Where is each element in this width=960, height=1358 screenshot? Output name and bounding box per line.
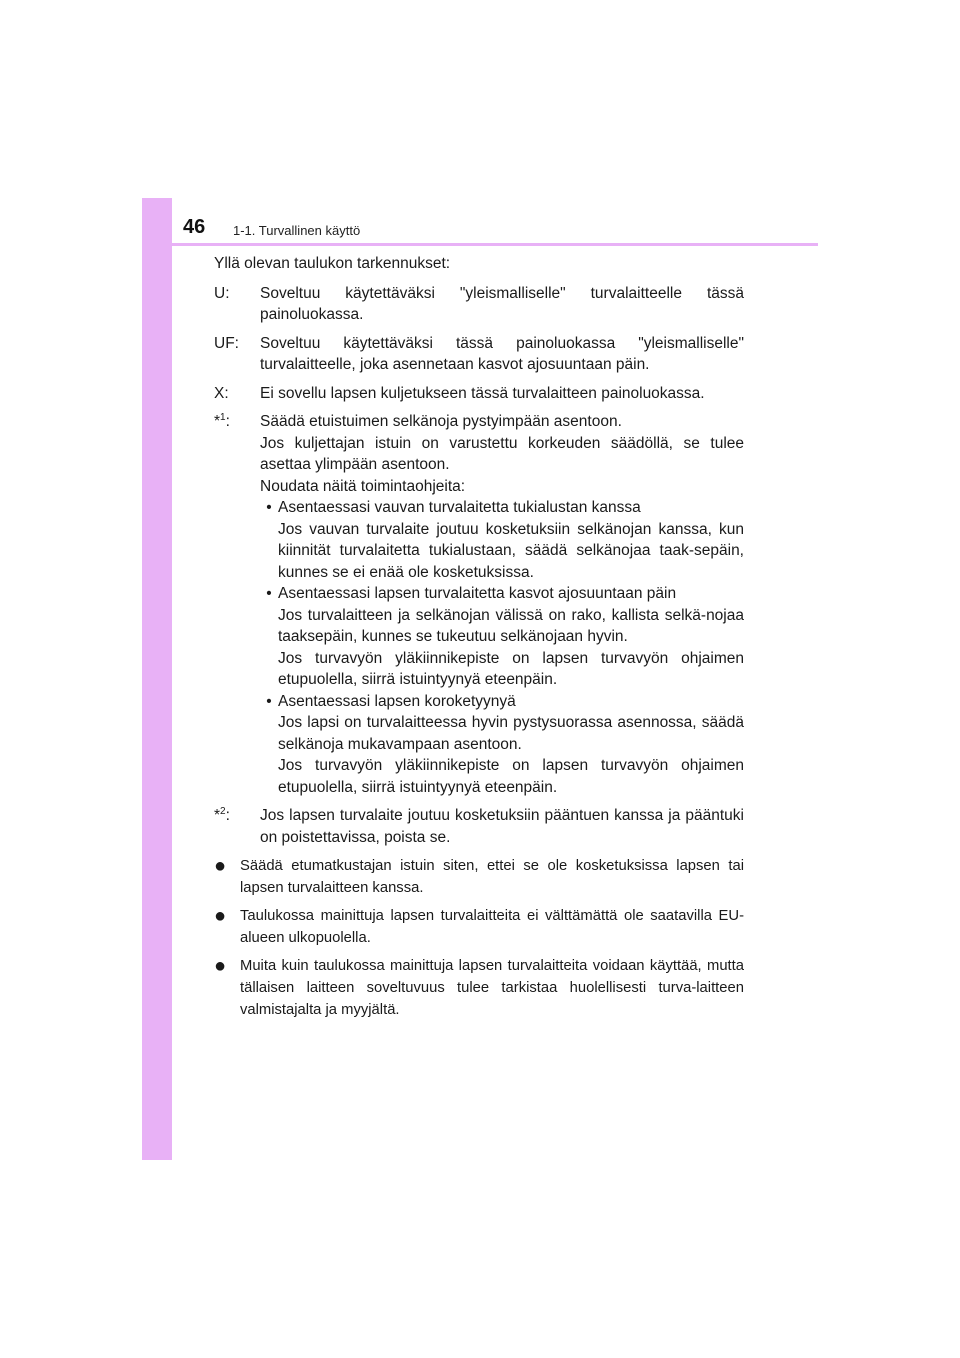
instruction-bullet bbox=[260, 583, 744, 691]
footnote-2 bbox=[214, 805, 744, 848]
section-title: 1-1. Turvallinen käyttö bbox=[233, 223, 361, 238]
bullet-circle-icon: ● bbox=[214, 955, 227, 977]
note-label: UF: bbox=[214, 334, 239, 352]
page-content bbox=[214, 253, 744, 1027]
caution-text: Säädä etumatkustajan istuin siten, ettei se ole kosketuksissa lapsen tai lapsen turvalaitteen kanssa. bbox=[240, 858, 744, 896]
footnote-1-label bbox=[214, 411, 260, 798]
instruction-paragraph: Jos lapsi on turvalaitteessa hyvin pystysuorassa asennossa, säädä selkänoja mukavampaan asentoon. bbox=[278, 714, 744, 753]
instruction-paragraph: Jos turvavyön yläkiinnikepiste on lapsen turvavyön ohjaimen etupuolella, siirrä istuintyynyä eteenpäin. bbox=[278, 757, 744, 796]
caution-item bbox=[214, 955, 744, 1021]
instruction-heading: Asentaessasi lapsen koroketyynyä bbox=[278, 692, 516, 710]
instruction-paragraph: Jos turvalaitteen ja selkänojan välissä on rako, kallista selkä-nojaa taaksepäin, kunnes se tukeutuu selkänojaan hyvin. bbox=[278, 606, 744, 645]
footnote-1 bbox=[214, 411, 744, 798]
bullet-dot-icon: • bbox=[266, 585, 272, 602]
footnote-2-label bbox=[214, 805, 260, 848]
chapter-side-bar bbox=[142, 198, 172, 1160]
bullet-dot-icon: • bbox=[266, 499, 272, 516]
note-text: Soveltuu käytettäväksi tässä painoluokassa "yleismalliselle" turvalaitteelle, joka asennetaan kasvot ajosuuntaan päin. bbox=[260, 334, 744, 373]
bullet-circle-icon: ● bbox=[214, 905, 227, 927]
intro-text: Yllä olevan taulukon tarkennukset: bbox=[214, 255, 451, 272]
bullet-circle-icon: ● bbox=[214, 855, 227, 877]
footnote-number: 2 bbox=[220, 805, 226, 817]
caution-text: Taulukossa mainittuja lapsen turvalaitteita ei välttämättä ole saatavilla EU-alueen ulkopuolella. bbox=[240, 908, 744, 946]
footnote-colon: : bbox=[225, 413, 230, 430]
note-uf bbox=[214, 333, 744, 376]
footnote-1-line: Jos kuljettajan istuin on varustettu korkeuden säädöllä, se tulee asettaa ylimpään asentoon. bbox=[260, 434, 744, 473]
instruction-bullet bbox=[260, 691, 744, 799]
footnote-2-text: Jos lapsen turvalaite joutuu kosketuksiin pääntuen kanssa ja pääntuki on poistettavissa, poista se. bbox=[260, 807, 744, 846]
footnote-star: * bbox=[214, 807, 221, 824]
instruction-body bbox=[278, 691, 744, 799]
instruction-paragraph: Jos turvavyön yläkiinnikepiste on lapsen turvavyön ohjaimen etupuolella, siirrä istuintyynyä eteenpäin. bbox=[278, 649, 744, 688]
caution-text: Muita kuin taulukossa mainittuja lapsen turvalaitteita voidaan käyttää, mutta tällaisen laitteen soveltuvuus tulee tarkistaa huolellisesti turva-laitteen valmistajalta ja myyjältä. bbox=[240, 958, 744, 1018]
instruction-heading: Asentaessasi vauvan turvalaitetta tukialustan kanssa bbox=[278, 499, 641, 516]
footnote-star: * bbox=[214, 413, 221, 430]
note-text: Soveltuu käytettäväksi "yleismalliselle" turvalaitteelle tässä painoluokassa. bbox=[260, 284, 744, 323]
footnote-1-body bbox=[260, 411, 744, 798]
footnote-1-line: Säädä etuistuimen selkänoja pystyimpään asentoon. bbox=[260, 413, 622, 430]
footnote-colon: : bbox=[225, 807, 230, 824]
note-x bbox=[214, 383, 744, 405]
bullet-dot-icon: • bbox=[266, 692, 272, 710]
instruction-body bbox=[278, 497, 744, 583]
footnote-number: 1 bbox=[220, 411, 226, 423]
instruction-heading: Asentaessasi lapsen turvalaitetta kasvot ajosuuntaan päin bbox=[278, 585, 677, 602]
caution-item bbox=[214, 855, 744, 899]
footnote-1-line: Noudata näitä toimintaohjeita: bbox=[260, 477, 466, 495]
caution-list bbox=[214, 855, 744, 1021]
page-number: 46 bbox=[183, 216, 206, 238]
note-u bbox=[214, 283, 744, 326]
caution-item bbox=[214, 905, 744, 949]
header-rule bbox=[172, 243, 818, 246]
instruction-body bbox=[278, 583, 744, 691]
instruction-bullet bbox=[260, 497, 744, 583]
note-text: Ei sovellu lapsen kuljetukseen tässä turvalaitteen painoluokassa. bbox=[260, 384, 705, 402]
note-label: U: bbox=[214, 284, 230, 302]
note-label: X: bbox=[214, 384, 229, 402]
instruction-paragraph: Jos vauvan turvalaite joutuu kosketuksiin selkänojan kanssa, kun kiinnität turvalaitetta tukialustaan, säädä selkänojaa taak-sepäin, kunnes se ei enää ole kosketuksissa. bbox=[278, 520, 744, 581]
